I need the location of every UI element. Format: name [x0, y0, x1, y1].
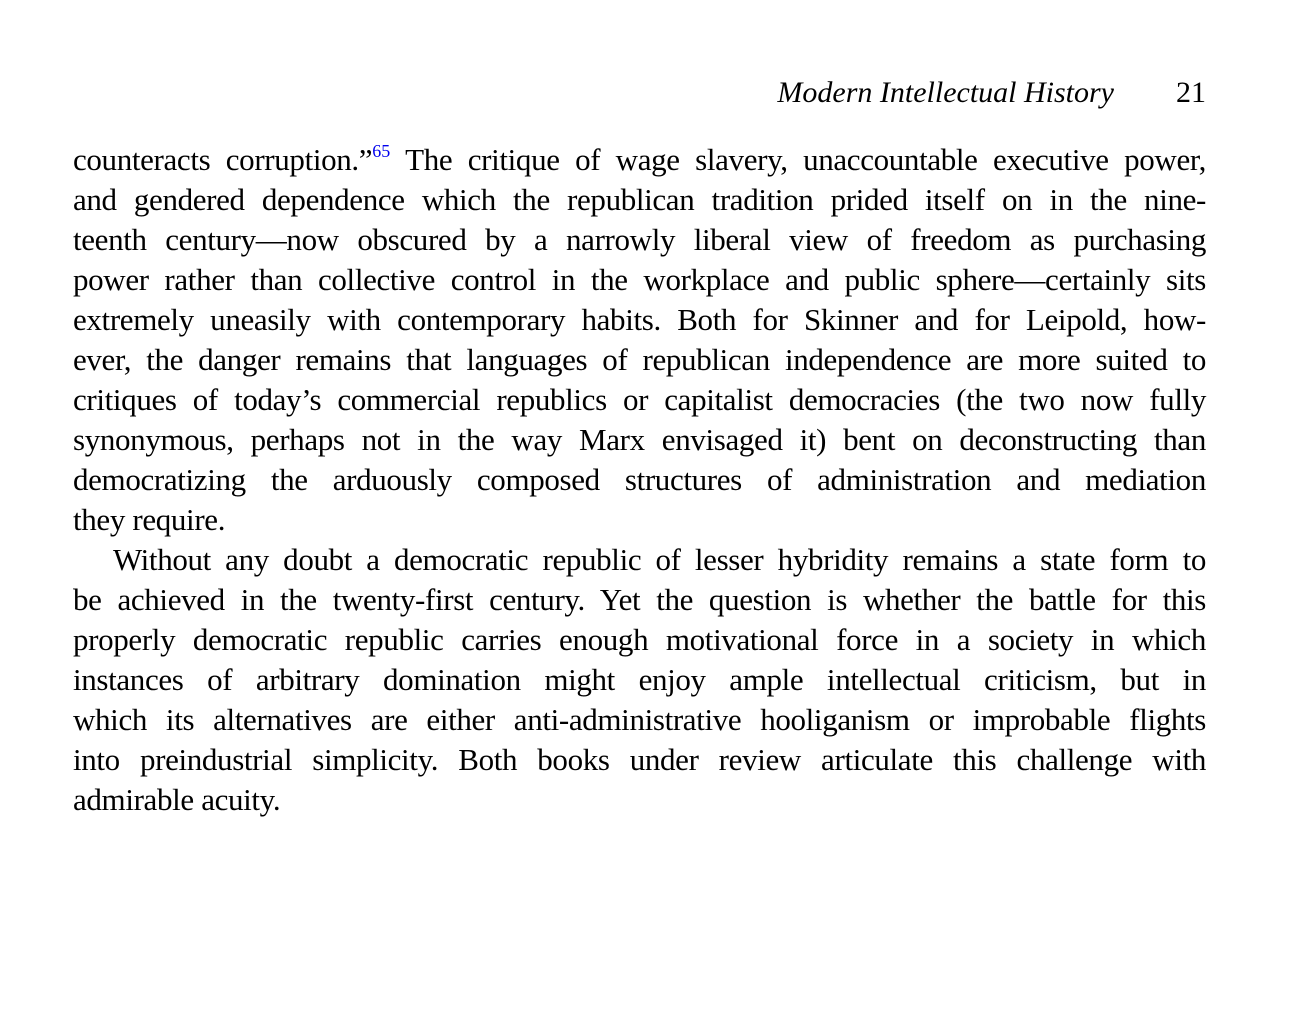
text-line [73, 140, 1206, 180]
text-line: synonymous, perhaps not in the way Marx envisaged it) bent on deconstructing than [73, 422, 1206, 457]
text-run: The critique of wage slavery, unaccountable executive power, [390, 142, 1206, 177]
paragraph-2 [73, 540, 1206, 820]
text-line: power rather than collective control in the workplace and public sphere—certainly sits [73, 262, 1206, 297]
text-line: be achieved in the twenty-first century. Yet the question is whether the battle for this [73, 582, 1206, 617]
page-number: 21 [1176, 76, 1206, 109]
text-line: they require. [73, 502, 226, 537]
text-line: teenth century—now obscured by a narrowly liberal view of freedom as purchasing [73, 222, 1206, 257]
journal-title: Modern Intellectual History [777, 76, 1114, 109]
text-line: democratizing the arduously composed structures of administration and mediation [73, 462, 1206, 497]
text-line: into preindustrial simplicity. Both books under review articulate this challenge with [73, 742, 1206, 777]
text-line: which its alternatives are either anti-administrative hooliganism or improbable flights [73, 702, 1206, 737]
body-text [73, 140, 1206, 820]
text-line: properly democratic republic carries enough motivational force in a society in which [73, 622, 1206, 657]
text-line: instances of arbitrary domination might enjoy ample intellectual criticism, but in [73, 662, 1206, 697]
text-line: extremely uneasily with contemporary habits. Both for Skinner and for Leipold, how- [73, 302, 1206, 337]
text-run: counteracts corruption.” [73, 142, 373, 177]
footnote-ref-link[interactable]: 65 [372, 141, 391, 161]
text-line: admirable acuity. [73, 782, 281, 817]
text-line: and gendered dependence which the republican tradition prided itself on in the nine- [73, 182, 1206, 217]
paragraph-1 [73, 140, 1206, 540]
text-line: ever, the danger remains that languages of republican independence are more suited to [73, 342, 1206, 377]
running-head [777, 74, 1206, 112]
text-line: critiques of today’s commercial republics or capitalist democracies (the two now fully [73, 382, 1206, 417]
text-line: Without any doubt a democratic republic of lesser hybridity remains a state form to [113, 542, 1206, 577]
